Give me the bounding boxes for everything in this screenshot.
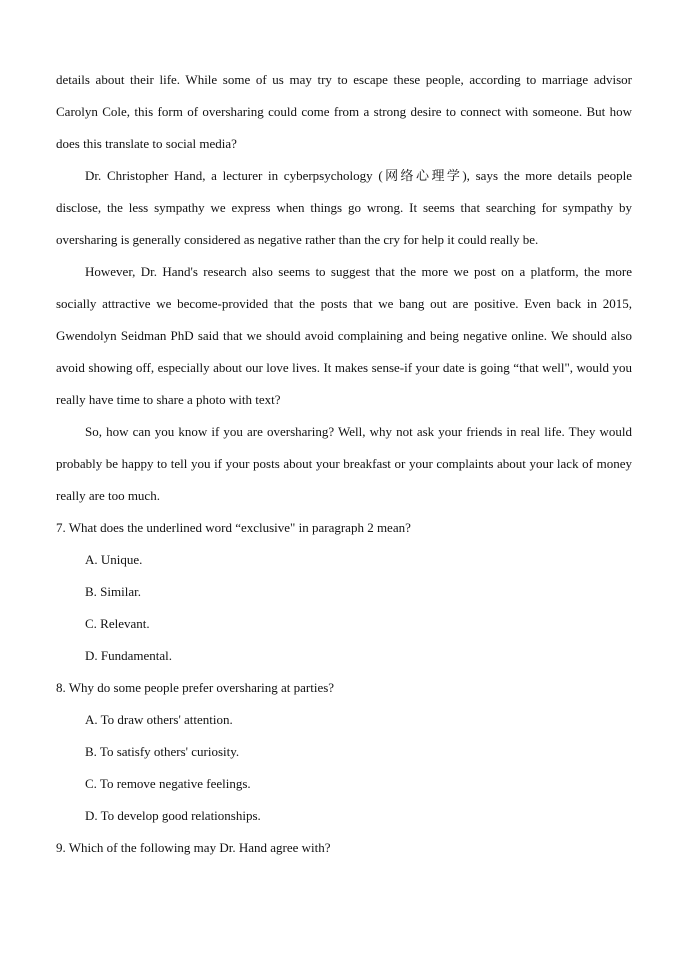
passage-paragraph: Dr. Christopher Hand, a lecturer in cyberpsychology (网络心理学), says the more details people disclose, the less sympathy we express when things go wrong. It seems that searching for sympathy by oversharing is generally considered as negative rather than the cry for help it could really be.: [56, 168, 632, 247]
answer-option: A. To draw others' attention.: [85, 712, 233, 727]
passage-paragraph: details about their life. While some of us may try to escape these people, according to marriage advisor Carolyn Cole, this form of oversharing could come from a strong desire to connect with someone. But how does this translate to social media?: [56, 72, 632, 151]
passage-paragraph: So, how can you know if you are oversharing? Well, why not ask your friends in real life. They would probably be happy to tell you if your posts about your breakfast or your complaints about your lack of money really are too much.: [56, 424, 632, 503]
question-stem: 7. What does the underlined word “exclusive" in paragraph 2 mean?: [56, 520, 411, 535]
answer-option: B. To satisfy others' curiosity.: [85, 744, 240, 759]
answer-options: [56, 544, 632, 672]
answer-option: A. Unique.: [85, 552, 143, 567]
question-block: [56, 832, 632, 864]
passage-paragraph: However, Dr. Hand's research also seems to suggest that the more we post on a platform, the more socially attractive we become-provided that the posts that we bang out are positive. Even back in 2015, Gwendolyn Seidman PhD said that we should avoid complaining and being negative online. We should also avoid showing off, especially about our love lives. It makes sense-if your date is going “that well", would you really have time to share a photo with text?: [56, 264, 632, 407]
question-block: [56, 672, 632, 832]
answer-option: C. Relevant.: [85, 616, 150, 631]
answer-option: D. Fundamental.: [85, 648, 173, 663]
question-stem: 9. Which of the following may Dr. Hand agree with?: [56, 840, 331, 855]
answer-option: C. To remove negative feelings.: [85, 776, 251, 791]
question-block: [56, 512, 632, 672]
answer-option: B. Similar.: [85, 584, 141, 599]
reading-passage: [56, 64, 632, 512]
answer-option: D. To develop good relationships.: [85, 808, 261, 823]
question-stem: 8. Why do some people prefer oversharing at parties?: [56, 680, 335, 695]
answer-options: [56, 704, 632, 832]
